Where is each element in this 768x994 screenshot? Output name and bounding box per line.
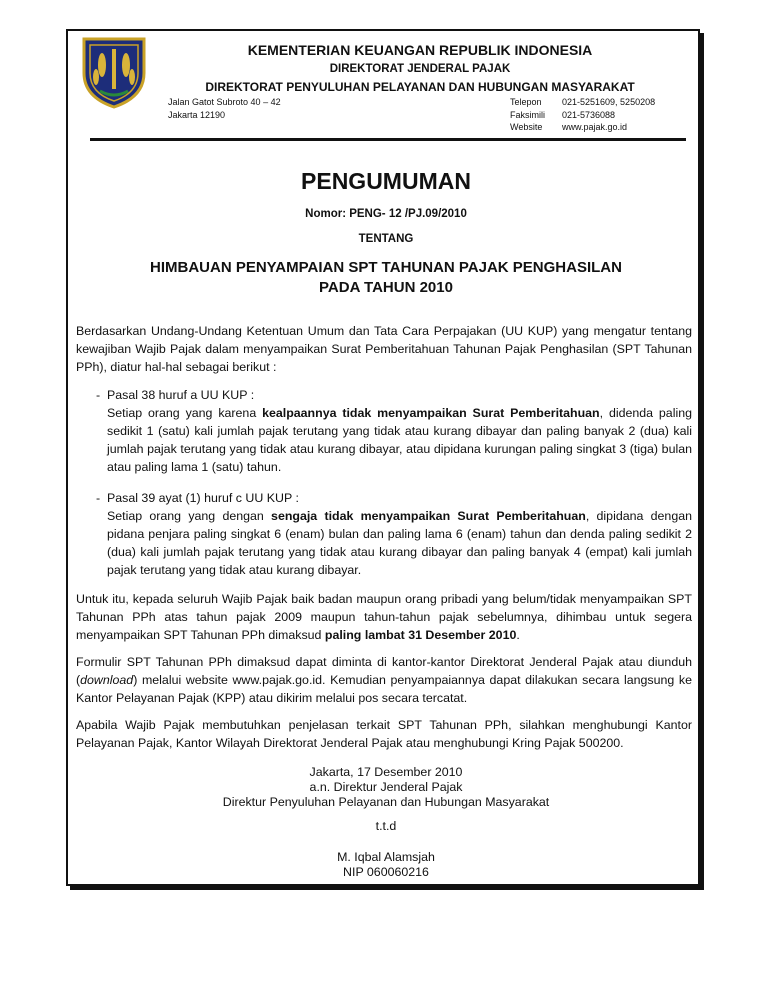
signature-nip: NIP 060060216 [343, 865, 429, 879]
website-value: www.pajak.go.id [562, 122, 628, 132]
list-item-heading: Pasal 38 huruf a UU KUP : [107, 388, 255, 402]
list-item-dash: - [96, 388, 101, 402]
website-label: Website [510, 122, 543, 132]
deadline-text: paling lambat 31 Desember 2010 [324, 628, 517, 642]
about-label: TENTANG [358, 233, 414, 245]
ministry-name: KEMENTERIAN KEUANGAN REPUBLIK INDONESIA [247, 42, 593, 58]
list-item-heading: Pasal 39 ayat (1) huruf c UU KUP : [107, 491, 299, 505]
signature-block [76, 765, 696, 880]
document-number: Nomor: PENG- 12 /PJ.09/2010 [305, 208, 467, 220]
directorate-general: DIREKTORAT JENDERAL PAJAK [329, 63, 511, 75]
fax-label: Faksimili [510, 110, 545, 120]
signature-on-behalf: a.n. Direktur Jenderal Pajak [309, 780, 463, 794]
list-item: Pasal 39 ayat (1) huruf c UU KUP : Setiap orang yang dengan sengaja tidak menyampaikan Surat Pemberitahuan, dipidana dengan pidana penjara paling singkat 6 (enam) bulan dan paling lama 6 (enam) tahun dan denda paling sedikit 2 (dua) kali jumlah pajak terutang yang tidak atau kurang dibayar dan paling banyak 4 (empat) kali jumlah pajak terutang yang tidak atau kurang dibayar. [107, 491, 692, 577]
list-item-dash: - [96, 491, 101, 505]
directorate-name: DIREKTORAT PENYULUHAN PELAYANAN DAN HUBUNGAN MASYARAKAT [205, 80, 635, 94]
emphasis-text: sengaja tidak menyampaikan Surat Pemberitahuan [271, 509, 586, 523]
signature-ttd: t.t.d [375, 819, 397, 833]
address-line-1: Jalan Gatot Subroto 40 – 42 [168, 97, 281, 107]
signature-position: Direktur Penyuluhan Pelayanan dan Hubungan Masyarakat [222, 795, 550, 809]
subject-line-2: PADA TAHUN 2010 [319, 279, 453, 296]
intro-paragraph: Berdasarkan Undang-Undang Ketentuan Umum dan Tata Cara Perpajakan (UU KUP) yang mengatur tentang kewajiban Wajib Pajak dalam menyampaikan Surat Pemberitahuan Tahunan Pajak Penghasilan (SPT Tahunan PPh), diatur hal-hal sebagai berikut : [76, 324, 692, 374]
emphasis-text: kealpaannya tidak menyampaikan Surat Pemberitahuan [262, 406, 600, 420]
list-item: Pasal 38 huruf a UU KUP : Setiap orang yang karena kealpaannya tidak menyampaikan Surat Pemberitahuan, didenda paling sedikit 1 (satu) kali jumlah pajak terutang yang tidak atau kurang dibayar dan paling banyak 2 (dua) kali jumlah pajak terutang yang tidak atau kurang dibayar, atau dipidana kurungan paling singkat 3 (tiga) bulan atau paling lama 1 (satu) tahun. [107, 388, 692, 474]
subject-line-1: HIMBAUAN PENYAMPAIAN SPT TAHUNAN PAJAK PENGHASILAN [150, 259, 622, 276]
document-title: PENGUMUMAN [301, 168, 471, 194]
phone-label: Telepon [510, 97, 542, 107]
signature-name: M. Iqbal Alamsjah [337, 850, 435, 864]
fax-value: 021-5736088 [562, 110, 616, 120]
paragraph-form: Formulir SPT Tahunan PPh dimaksud dapat diminta di kantor-kantor Direktorat Jenderal Pajak atau diunduh (download) melalui website www.pajak.go.id. Kemudian penyampaiannya dapat dilakukan secara langsung ke Kantor Pelayanan Pajak (KPP) atau dikirim melalui pos secara tercatat. [76, 655, 692, 705]
phone-value: 021-5251609, 5250208 [562, 97, 656, 107]
signature-date: Jakarta, 17 Desember 2010 [309, 765, 463, 779]
paragraph-contact: Apabila Wajib Pajak membutuhkan penjelasan terkait SPT Tahunan PPh, silahkan menghubungi Kantor Pelayanan Pajak, Kantor Wilayah Direktorat Jenderal Pajak atau menghubungi Kring Pajak 500200. [76, 718, 692, 750]
paragraph-deadline: Untuk itu, kepada seluruh Wajib Pajak baik badan maupun orang pribadi yang belum/tidak menyampaikan SPT Tahunan PPh atas tahun pajak 2009 maupun tahun-tahun pajak sebelumnya, dihimbau untuk segera menyampaikan SPT Tahunan PPh dimaksud paling lambat 31 Desember 2010. [76, 592, 692, 642]
ministry-logo-icon [76, 33, 152, 109]
header-divider [90, 138, 686, 141]
address-line-2: Jakarta 12190 [168, 110, 226, 120]
